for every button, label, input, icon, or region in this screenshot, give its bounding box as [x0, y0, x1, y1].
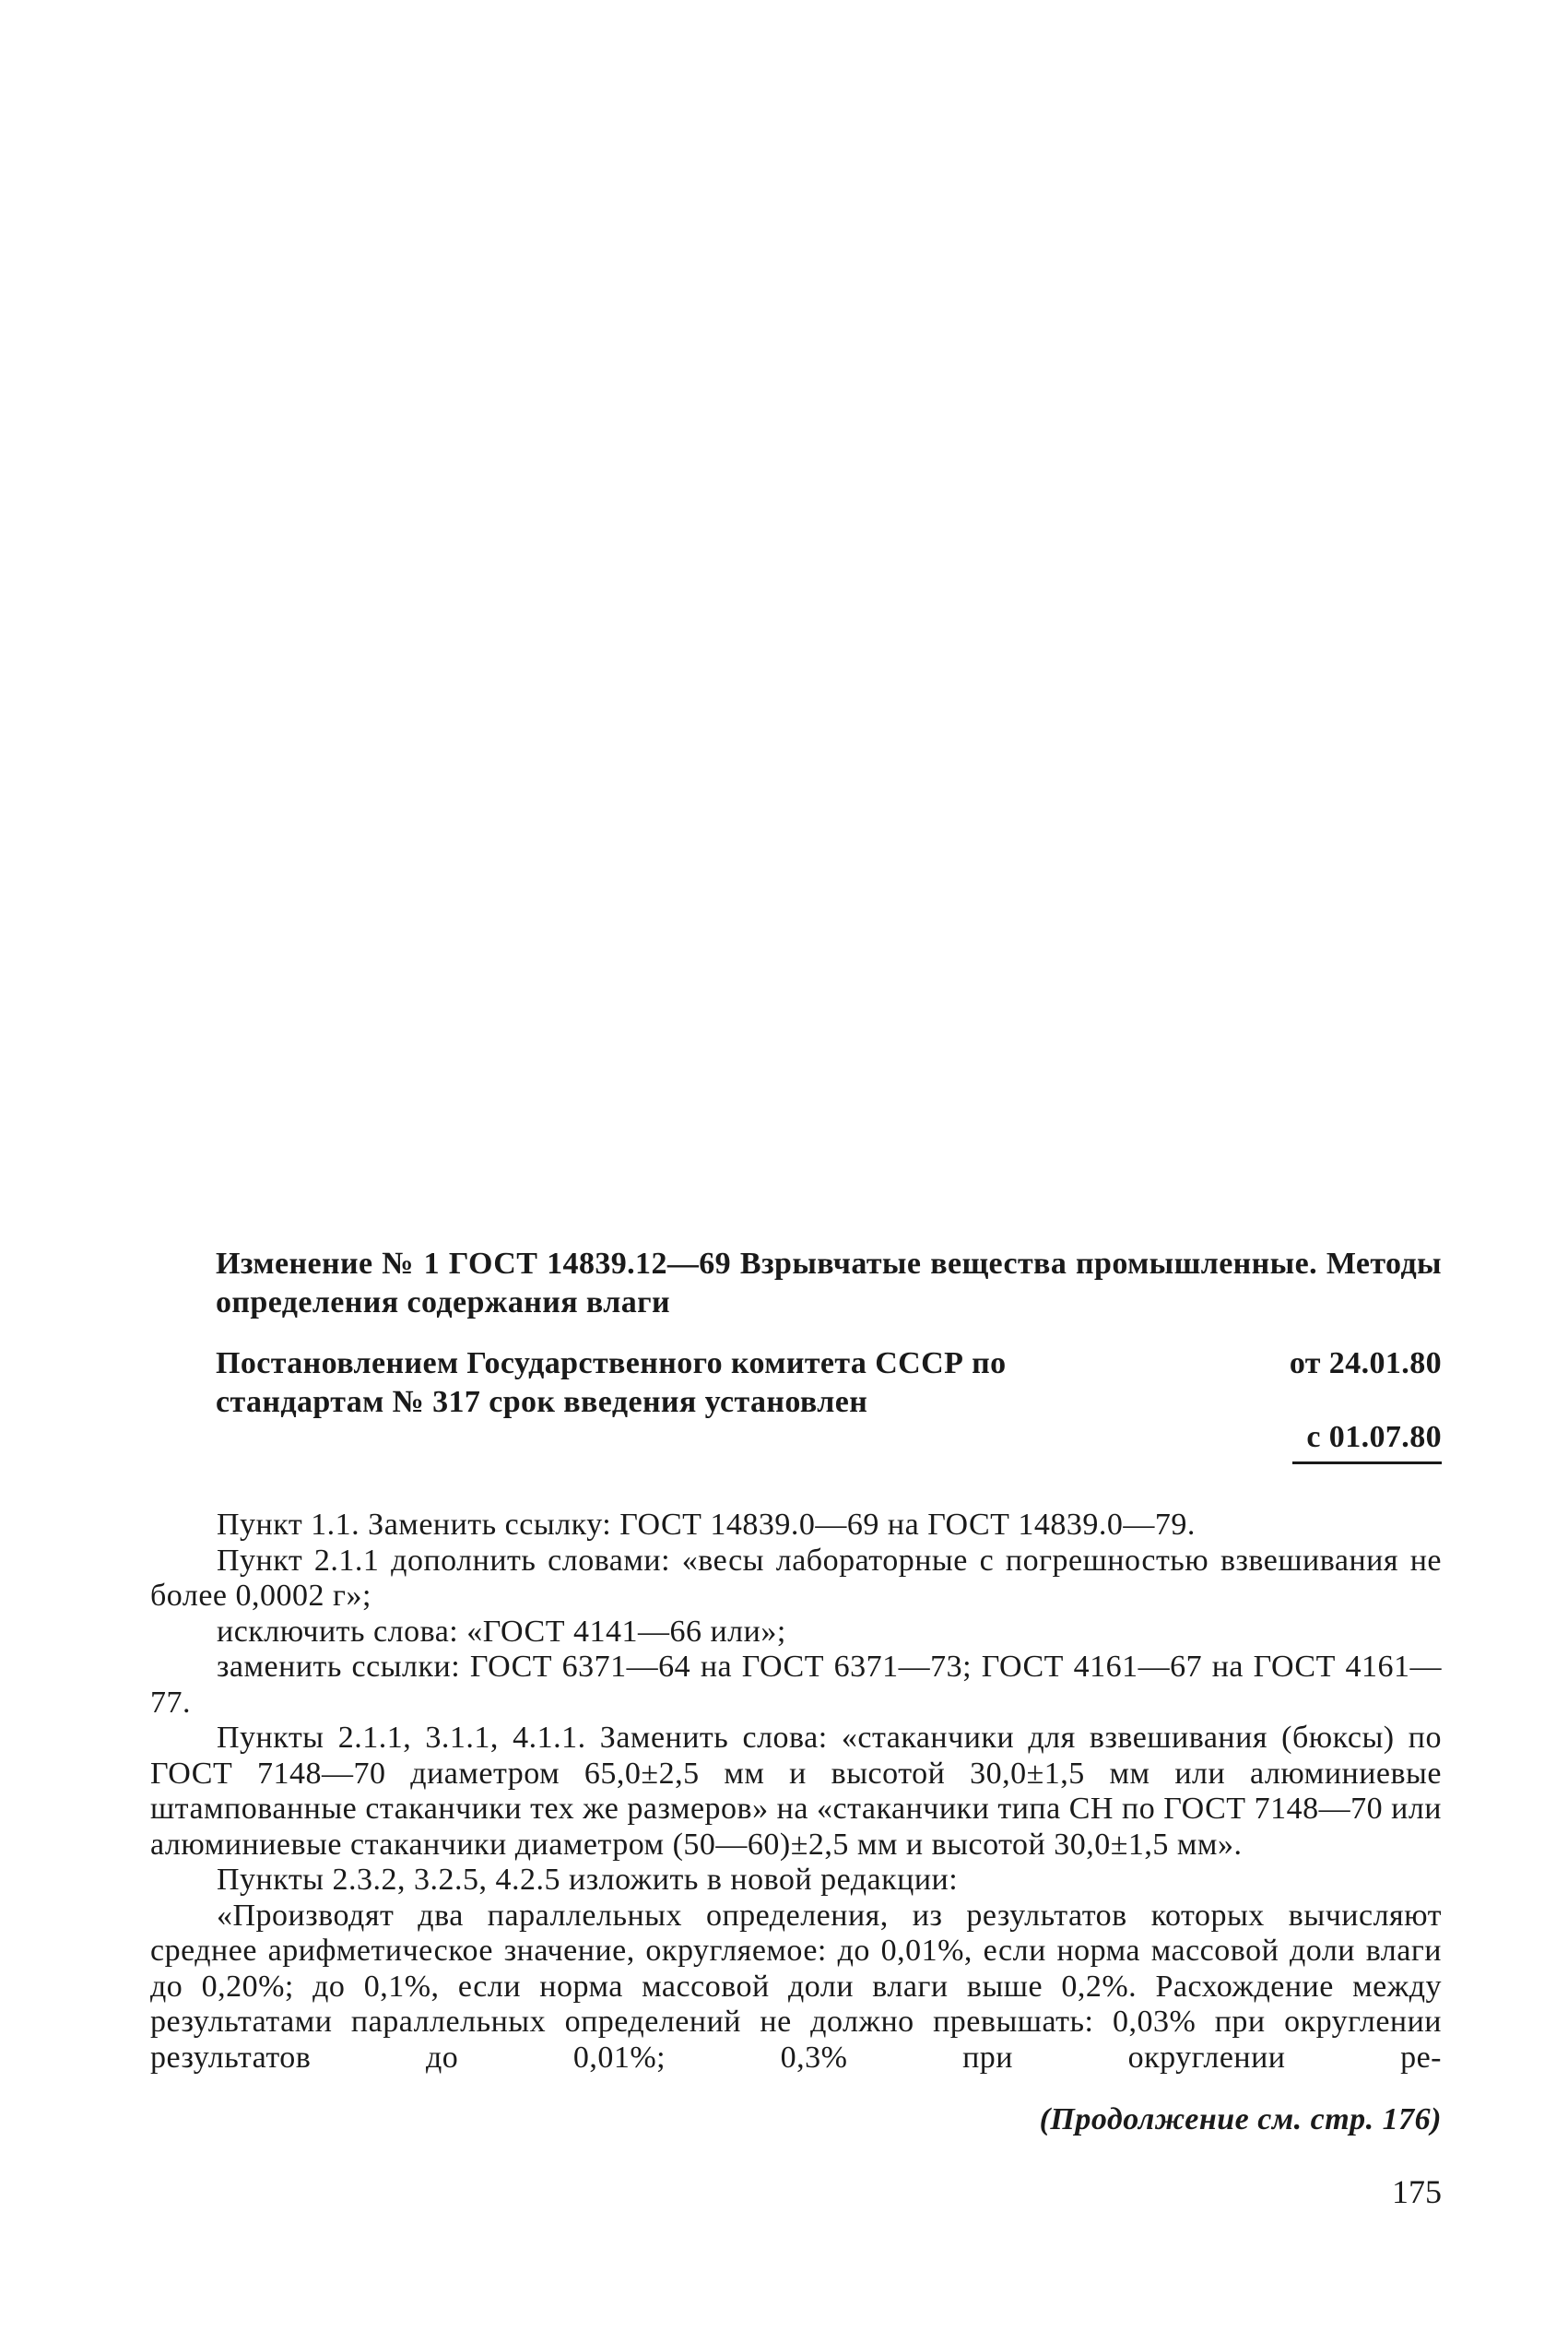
paragraph: Пункт 2.1.1 дополнить словами: «весы лабораторные с погрешностью взвешивания не более 0,0002 г»; — [150, 1543, 1442, 1613]
effective-date-underline — [1292, 1461, 1442, 1464]
approval-text: Постановлением Государственного комитета СССР по стандартам № 317 срок введения установлен — [216, 1346, 1007, 1419]
paragraph: Пункты 2.3.2, 3.2.5, 4.2.5 изложить в новой редакции: — [217, 1863, 959, 1897]
paragraph: «Производят два параллельных определения, из результатов которых вычисляют среднее арифметическое значение, округляемое: до 0,01%, если норма массовой доли влаги до 0,20%; до 0,1%, если норма массовой доли влаги выше 0,2%. Расхождение между результатами параллельных определений не должно превышать: 0,03% при округлении результатов до 0,01%; 0,3% при округлении ре- — [150, 1898, 1442, 2075]
amendment-body — [150, 1508, 1442, 2076]
effective-date: с 01.07.80 — [1306, 1420, 1442, 1454]
approval-date: от 24.01.80 — [1289, 1346, 1442, 1380]
paragraph: исключить слова: «ГОСТ 4141—66 или»; — [217, 1614, 786, 1649]
document-title: Изменение № 1 ГОСТ 14839.12—69 Взрывчатые вещества промышленные. Методы определения содержания влаги — [216, 1247, 1442, 1319]
continuation-note: (Продолжение см. стр. 176) — [1039, 2102, 1442, 2136]
page-number: 175 — [1392, 2173, 1442, 2210]
paragraph: Пункты 2.1.1, 3.1.1, 4.1.1. Заменить слова: «стаканчики для взвешивания (бюксы) по ГОСТ 7148—70 диаметром 65,0±2,5 мм и высотой 30,0±1,5 мм или алюминиевые штампованные стаканчики тех же размеров» на «стаканчики типа СН по ГОСТ 7148—70 или алюминиевые стаканчики диаметром (50—60)±2,5 мм и высотой 30,0±1,5 мм». — [150, 1721, 1442, 1862]
paragraph: заменить ссылки: ГОСТ 6371—64 на ГОСТ 6371—73; ГОСТ 4161—67 на ГОСТ 4161—77. — [150, 1650, 1442, 1720]
paragraph: Пункт 1.1. Заменить ссылку: ГОСТ 14839.0—69 на ГОСТ 14839.0—79. — [217, 1508, 1196, 1542]
